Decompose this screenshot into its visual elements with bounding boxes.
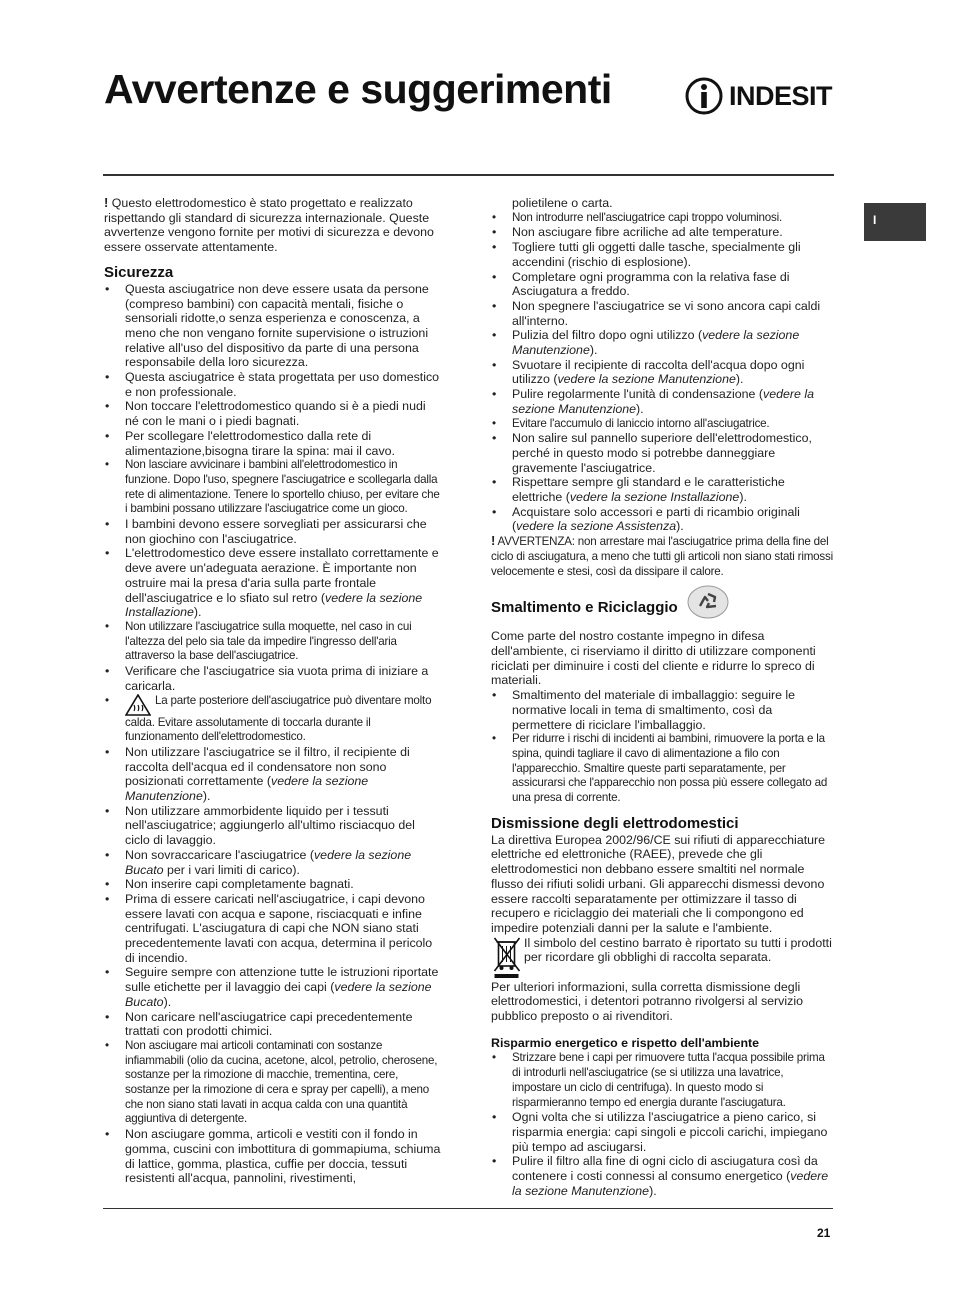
section-heading-recycling: Smaltimento e Riciclaggio bbox=[491, 588, 833, 628]
header-divider bbox=[103, 174, 834, 176]
page-title: Avvertenze e suggerimenti bbox=[104, 66, 612, 112]
list-item: • L'elettrodomestico deve essere installato correttamente e deve avere un'adeguata aerazione. È importante non ostruire mai la presa d'aria sulla parte frontale dell'asciugatrice e lo sfiato sul retro (vedere la sezione Installazione). bbox=[104, 546, 442, 620]
list-item: • Questa asciugatrice è stata progettata per uso domestico e non professionale. bbox=[104, 370, 442, 399]
footer-divider bbox=[103, 1208, 833, 1209]
section-heading-energy: Risparmio energetico e rispetto dell'ambiente bbox=[491, 1035, 760, 1050]
list-item: • Acquistare solo accessori e parti di ricambio originali (vedere la sezione Assistenza). bbox=[491, 505, 833, 534]
list-item: • I bambini devono essere sorvegliati per assicurarsi che non giochino con l'asciugatrice. bbox=[104, 517, 442, 546]
right-column bbox=[491, 196, 833, 1198]
list-item: • Non asciugare mai articoli contaminati con sostanze infiammabili (olio da cucina, acetone, alcol, petrolio, cherosene, sostanze per la rimozione di macchie, trementina, cere, sostanze per la rimozione di cera e spray per capelli), a meno che non siano stati lavati in acqua calda con una quantità aggiuntiva di detergente. bbox=[104, 1039, 442, 1127]
list-item: • Non caricare nell'asciugatrice capi precedentemente trattati con prodotti chimici. bbox=[104, 1010, 442, 1039]
warning-paragraph: ! AVVERTENZA: non arrestare mai l'asciugatrice prima della fine del ciclo di asciugatura, a meno che tutti gli articoli non siano stati rimossi velocemente e stesi, così da dissipare il calore. bbox=[491, 533, 833, 578]
recycling-list bbox=[491, 688, 833, 806]
list-item: • Evitare l'accumulo di laniccio intorno all'asciugatrice. bbox=[491, 417, 833, 432]
list-item: • Per scollegare l'elettrodomestico dalla rete di alimentazione,bisogna tirare la spina: mai il cavo. bbox=[104, 429, 442, 458]
list-item: • Pulire il filtro alla fine di ogni ciclo di asciugatura così da contenere i costi connessi al consumo energetico (vedere la sezione Manutenzione). bbox=[491, 1154, 833, 1198]
section-heading-disposal: Dismissione degli elettrodomestici bbox=[491, 814, 739, 832]
hot-surface-warning-icon bbox=[125, 694, 151, 716]
disposal-text: La direttiva Europea 2002/96/CE sui rifiuti di apparecchiature elettriche ed elettroniche (RAEE), prevede che gli elettrodomestici non debbano essere smaltiti nel normale flusso dei rifiuti solidi urbani. Gli apparecchi dismessi devono essere raccolti separatamente per ottimizzare il tasso di recupero e riciclaggio dei materiali che li compongono ed impedire potenziali danni per la salute e l'ambiente. bbox=[491, 832, 826, 935]
language-tab: I bbox=[864, 203, 926, 241]
brand-name: INDESIT bbox=[729, 80, 833, 111]
list-item: • Togliere tutti gli oggetti dalle tasche, specialmente gli accendini (rischio di esplosione). bbox=[491, 240, 833, 269]
energy-list bbox=[491, 1051, 833, 1198]
recycling-intro: Come parte del nostro costante impegno in difesa dell'ambiente, ci riserviamo il diritto di utilizzare componenti riciclati per diminuire i costi del cliente e ridurre lo spreco di materiali. bbox=[491, 629, 816, 688]
list-item: • Rispettare sempre gli standard e le caratteristiche elettriche (vedere la sezione Installazione). bbox=[491, 475, 833, 504]
list-item: • La parte posteriore dell'asciugatrice può diventare molto calda. Evitare assolutamente di toccarla durante il funzionamento dell'elettrodomestico. bbox=[104, 694, 442, 745]
list-item: • Ogni volta che si utilizza l'asciugatrice a pieno carico, si risparmia energia: capi singoli e piccoli carichi, impiegano più tempo ad asciugarsi. bbox=[491, 1110, 833, 1154]
list-item: • Non inserire capi completamente bagnati. bbox=[104, 877, 442, 892]
recycling-icon bbox=[686, 584, 730, 620]
warning-mark: ! bbox=[491, 533, 496, 549]
list-item: • Pulizia del filtro dopo ogni utilizzo (vedere la sezione Manutenzione). bbox=[491, 328, 833, 357]
list-item: • Non utilizzare ammorbidente liquido per i tessuti nell'asciugatrice; aggiungerlo all'ultimo risciacquo del ciclo di lavaggio. bbox=[104, 804, 442, 848]
list-item: • Per ridurre i rischi di incidenti ai bambini, rimuovere la porta e la spina, quindi tagliare il cavo di alimentazione a filo con l'apparecchio. Smaltire queste parti separatamente, per assicurarsi che l'apparecchio non possa più essere collegato ad una presa di corrente. bbox=[491, 732, 833, 806]
safety-list bbox=[104, 282, 442, 1186]
weee-text: Il simbolo del cestino barrato è riportato su tutti i prodotti per ricordare gli obblighi di raccolta separata. bbox=[524, 935, 832, 965]
list-item: • Non toccare l'elettrodomestico quando si è a piedi nudi né con le mani o i piedi bagnati. bbox=[104, 399, 442, 428]
list-item: • Non utilizzare l'asciugatrice se il filtro, il recipiente di raccolta dell'acqua ed il condensatore non sono posizionati correttamente (vedere la sezione Manutenzione). bbox=[104, 745, 442, 804]
list-item: • Non asciugare fibre acriliche ad alte temperature. bbox=[491, 225, 833, 240]
list-item: • Prima di essere caricati nell'asciugatrice, i capi devono essere lavati con acqua e sapone, risciacquati e infine centrifugati. L'asciugatura di capi che NON siano stati precedentemente lavati con acqua, determina il pericolo di incendio. bbox=[104, 892, 442, 966]
section-heading-safety: Sicurezza bbox=[104, 263, 174, 281]
list-item: • Completare ogni programma con la relativa fase di Asciugatura a freddo. bbox=[491, 270, 833, 299]
page-number: 21 bbox=[817, 1226, 831, 1240]
list-item: • Non lasciare avvicinare i bambini all'elettrodomestico in funzione. Dopo l'uso, spegnere l'asciugatrice e scollegarla dalla rete di alimentazione. Tenere lo sportello chiuso, per evitare che i bambini possano utilizzare l'asciugatrice come un gioco. bbox=[104, 458, 442, 517]
list-item: • Svuotare il recipiente di raccolta dell'acqua dopo ogni utilizzo (vedere la sezione Manutenzione). bbox=[491, 358, 833, 387]
list-item: • Non utilizzare l'asciugatrice sulla moquette, nel caso in cui l'altezza del pelo sia tale da impedire l'ingresso dell'aria attraverso la base dell'asciugatrice. bbox=[104, 620, 442, 664]
disposal-more: Per ulteriori informazioni, sulla corretta dismissione degli elettrodomestici, i detentori potranno rivolgersi al servizio pubblico preposto o ai rivenditori. bbox=[491, 979, 803, 1024]
list-item: • Questa asciugatrice non deve essere usata da persone (compreso bambini) con capacità mentali, fisiche o sensoriali ridotte,o senza esperienza e conoscenza, a meno che non vengano fornite supervisione o istruzioni relative all'uso del dispositivo da parte di una persona responsabile della loro sicurezza. bbox=[104, 282, 442, 370]
list-item: • Seguire sempre con attenzione tutte le istruzioni riportate sulle etichette per il lavaggio dei capi (vedere la sezione Bucato). bbox=[104, 965, 442, 1009]
intro-paragraph: ! Questo elettrodomestico è stato progettato e realizzato rispettando gli standard di sicurezza internazionale. Queste avvertenze vengono fornite per motivi di sicurezza e devono essere osservate attentamente. bbox=[104, 195, 434, 255]
list-item: • Non asciugare gomma, articoli e vestiti con il fondo in gomma, cuscini con imbottitura di gommapiuma, schiuma di lattice, gomma, plastica, cuffie per doccia, tessuti resistenti all'acqua, pannolini, rivestimenti, bbox=[104, 1127, 442, 1186]
list-item: • Pulire regolarmente l'unità di condensazione (vedere la sezione Manutenzione). bbox=[491, 387, 833, 416]
list-item: • Non salire sul pannello superiore dell'elettrodomestico, perché in questo modo si potrebbe danneggiare gravemente l'asciugatrice. bbox=[491, 431, 833, 475]
list-item: • Non introdurre nell'asciugatrice capi troppo voluminosi. bbox=[491, 211, 833, 226]
list-item: • Non spegnere l'asciugatrice se vi sono ancora capi caldi all'interno. bbox=[491, 299, 833, 328]
list-item: • Verificare che l'asciugatrice sia vuota prima di iniziare a caricarla. bbox=[104, 664, 442, 693]
list-item: • Non sovraccaricare l'asciugatrice (vedere la sezione Bucato per i vari limiti di carico). bbox=[104, 848, 442, 877]
indesit-logo-icon bbox=[684, 76, 724, 116]
list-item: • Strizzare bene i capi per rimuovere tutta l'acqua possibile prima di introdurli nell'asciugatrice (se si utilizza una lavatrice, impostare un ciclo di centrifuga). In questo modo si risparmieranno tempo ed energia durante l'asciugatura. bbox=[491, 1051, 833, 1110]
list-continuation: polietilene o carta. bbox=[512, 196, 613, 210]
safety-list-continued bbox=[491, 211, 833, 534]
brand-logo bbox=[684, 76, 832, 116]
weee-notice bbox=[491, 936, 833, 980]
list-item: • Smaltimento del materiale di imballaggio: seguire le normative locali in tema di smaltimento, così da permettere di riciclare l'imballaggio. bbox=[491, 688, 833, 732]
crossed-bin-icon bbox=[491, 936, 524, 980]
left-column bbox=[104, 196, 442, 1186]
warning-mark: ! bbox=[104, 195, 109, 210]
